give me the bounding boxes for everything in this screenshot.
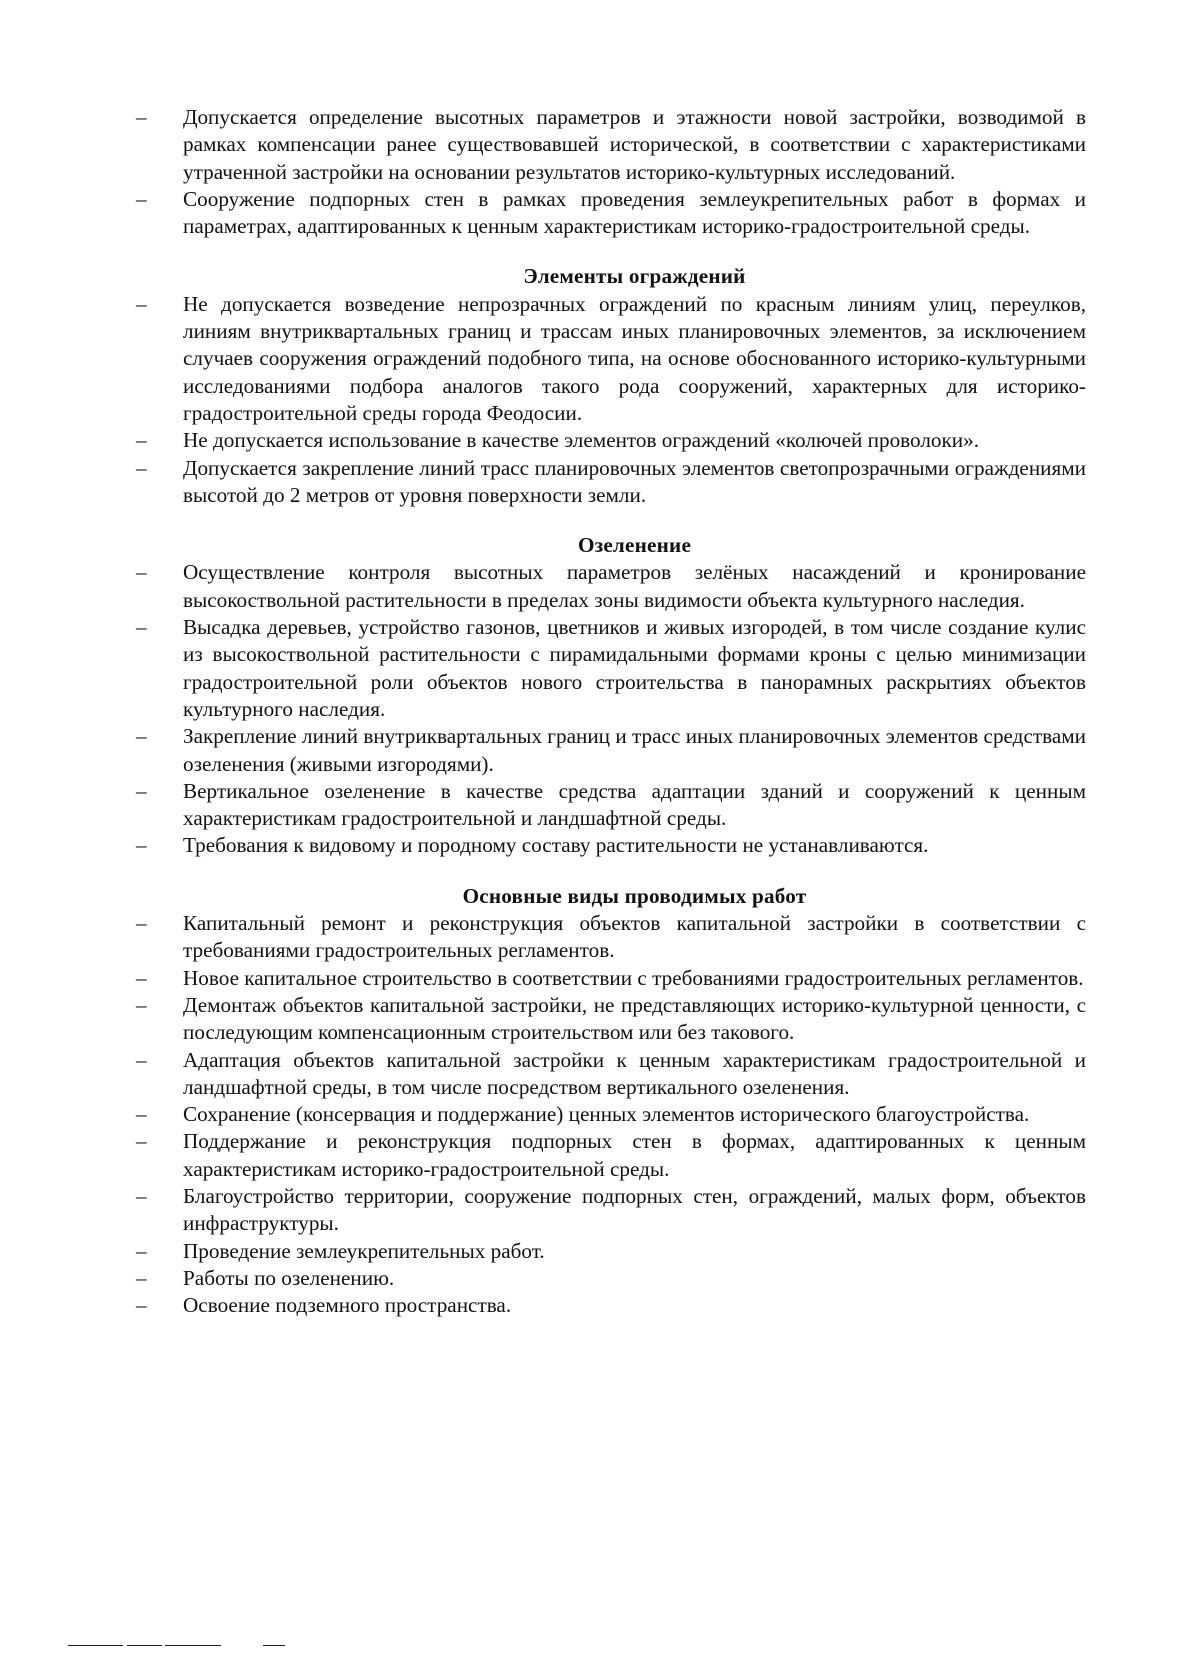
footer-rule-segment [263,1645,285,1646]
footer-rule-segment [127,1645,162,1646]
bullet-dash: – [136,778,147,803]
list-item [136,910,1086,965]
bullet-dash: – [136,105,147,129]
greening-list [136,559,1086,859]
list-item-text: Новое капитальное строительство в соответствии с требованиями градостроительных регламентов. [183,965,1084,990]
intro-list [136,104,1086,240]
list-item-text: Требования к видовому и породному составу растительности не устанавливаются. [183,833,929,858]
bullet-dash: – [136,291,147,316]
list-item-text: Сооружение подпорных стен в рамках проведения землеукрепительных работ в формах и параметрах, адаптированных к ценным характеристикам историко-градостроительной среды. [183,186,1086,239]
list-item-text: Освоение подземного пространства. [183,1293,512,1318]
document-body [136,104,1086,1319]
list-item-text: Адаптация объектов капитальной застройки к ценным характеристикам градостроительной и ландшафтной среды, в том числе посредством вертикального озеленения. [183,1047,1086,1099]
list-item-text: Сохранение (консервация и поддержание) ценных элементов исторического благоустройства. [183,1102,1030,1127]
list-item [136,186,1086,241]
bullet-dash: – [136,186,147,211]
list-item-text: Благоустройство территории, сооружение подпорных стен, ограждений, малых форм, объектов инфраструктуры. [183,1183,1086,1236]
bullet-dash: – [136,1047,147,1072]
bullet-dash: – [136,965,147,990]
list-item [136,291,1086,427]
list-item-text: Осуществление контроля высотных параметров зелёных насаждений и кронирование высокоствольной растительности в пределах зоны видимости объекта культурного наследия. [183,560,1086,612]
bullet-dash: – [136,992,147,1017]
list-item [136,614,1086,723]
list-item-text: Высадка деревьев, устройство газонов, цветников и живых изгородей, в том числе создание кулис из высокоствольной растительности с пирамидальными формами кроны с целью минимизации градостроительной роли объектов нового строительства в панорамных раскрытиях объектов культурного наследия. [183,615,1086,721]
list-item-text: Демонтаж объектов капитальной застройки, не представляющих историко-культурной ценности, с последующим компенсационным строительством или без такового. [183,992,1086,1045]
list-item [136,1183,1086,1238]
list-item-text: Допускается определение высотных параметров и этажности новой застройки, возводимой в рамках компенсации ранее существовавшей исторической, в соответствии с характеристиками утраченной застройки на основании результатов историко-культурных исследований. [183,105,1086,184]
bullet-dash: – [136,615,147,640]
list-item [136,1292,1086,1319]
bullet-dash: – [136,1265,147,1290]
list-item-text: Вертикальное озеленение в качестве средства адаптации зданий и сооружений к ценным характеристикам градостроительной и ландшафтной среды. [183,778,1086,831]
bullet-dash: – [136,1102,147,1127]
list-item [136,965,1086,992]
list-item [136,1128,1086,1183]
bullet-dash: – [136,455,147,480]
footer-rule-segment [68,1645,123,1646]
bullet-dash: – [136,911,147,936]
section-heading-works: Основные виды проводимых работ [462,883,807,908]
list-item [136,778,1086,833]
bullet-dash: – [136,1293,147,1318]
list-item-text: Капитальный ремонт и реконструкция объектов капитальной застройки в соответствии с требованиями градостроительных регламентов. [183,911,1086,963]
list-item [136,1265,1086,1292]
section-heading-greening: Озеленение [577,533,692,558]
list-item [136,427,1086,454]
list-item [136,104,1086,186]
bullet-dash: – [136,560,147,585]
bullet-dash: – [136,1129,147,1154]
list-item-text: Поддержание и реконструкция подпорных стен в формах, адаптированных к ценным характеристикам историко-градостроительной среды. [183,1129,1086,1181]
list-item-text: Проведение землеукрепительных работ. [183,1238,545,1263]
bullet-dash: – [136,1183,147,1208]
list-item [136,992,1086,1047]
list-item [136,1101,1086,1128]
fences-list [136,291,1086,509]
list-item [136,1238,1086,1265]
bullet-dash: – [136,724,147,749]
list-item-text: Не допускается возведение непрозрачных ограждений по красным линиям улиц, переулков, линиям внутриквартальных границ и трассам иных планировочных элементов, за исключением случаев сооружения ограждений подобного типа, на основе обоснованного историко-культурными исследованиями подбора аналогов такого рода сооружений, характерных для историко-градостроительной среды города Феодосии. [183,291,1086,425]
bullet-dash: – [136,1238,147,1263]
footer-rule-segment [165,1645,221,1646]
list-item [136,559,1086,614]
list-item-text: Не допускается использование в качестве элементов ограждений «колючей проволоки». [183,428,980,453]
list-item-text: Закрепление линий внутриквартальных границ и трасс иных планировочных элементов средствами озеленения (живыми изгородями). [183,724,1086,776]
bullet-dash: – [136,833,147,858]
list-item [136,832,1086,859]
list-item [136,455,1086,510]
list-item-text: Допускается закрепление линий трасс планировочных элементов светопрозрачными ограждениями высотой до 2 метров от уровня поверхности земли. [183,455,1086,507]
section-heading-fences: Элементы ограждений [523,264,746,289]
works-list [136,910,1086,1319]
bullet-dash: – [136,428,147,453]
list-item-text: Работы по озеленению. [183,1265,395,1290]
list-item [136,1047,1086,1102]
list-item [136,723,1086,778]
